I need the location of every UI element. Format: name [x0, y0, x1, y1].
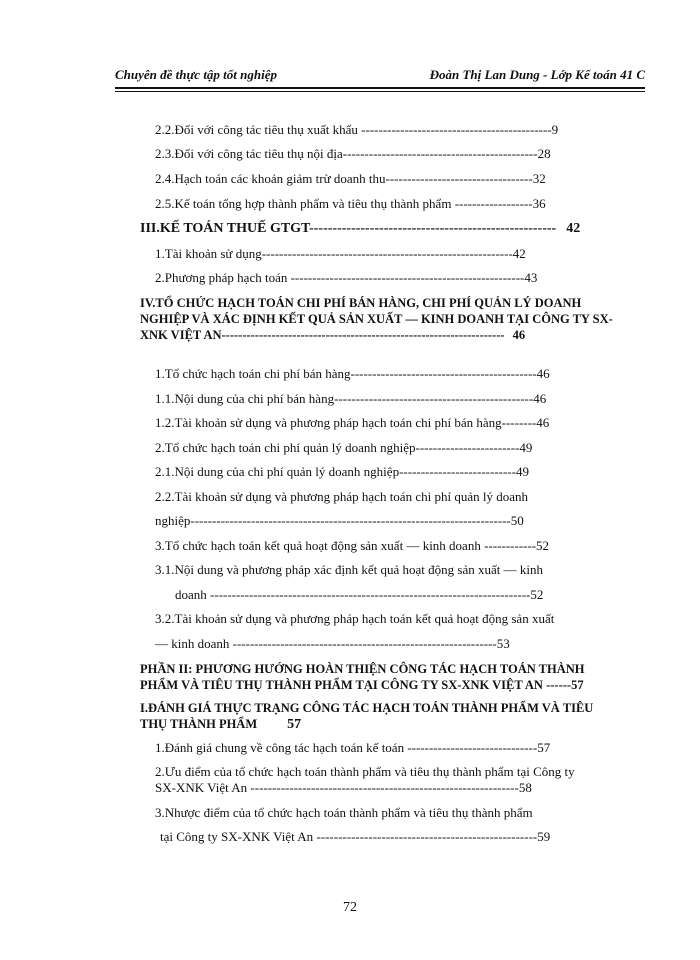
toc-entry: nghiệp--------------------------------------------------------------------------50: [155, 513, 524, 528]
toc-section-heading: III.KẾ TOÁN THUẾ GTGT----------------------------------------------------- 42: [140, 221, 581, 236]
toc-entry: 3.Tổ chức hạch toán kết quả hoạt động sản xuất — kinh doanh ------------52: [155, 538, 550, 553]
toc-part-heading: PHẦN II: PHƯƠNG HƯỚNG HOÀN THIỆN CÔNG TÁC HẠCH TOÁN THÀNH: [140, 662, 585, 676]
page-number: 72: [343, 900, 357, 915]
toc-entry: 1.1.Nội dung của chi phí bán hàng----------------------------------------------46: [155, 391, 547, 406]
toc-entry: 3.2.Tài khoản sử dụng và phương pháp hạch toán kết quả hoạt động sản xuất: [155, 611, 555, 626]
toc-entry: — kinh doanh -------------------------------------------------------------53: [155, 636, 510, 651]
toc-entry: 1.Tài khoản sử dụng----------------------------------------------------------42: [155, 246, 526, 261]
toc-entry: 1.2.Tài khoản sử dụng và phương pháp hạch toán chi phí bán hàng--------46: [155, 415, 550, 430]
toc-section-heading: IV.TỔ CHỨC HẠCH TOÁN CHI PHÍ BÁN HÀNG, CHI PHÍ QUẢN LÝ DOANH: [140, 296, 582, 310]
toc-entry: 3.1.Nội dung và phương pháp xác định kết quả hoạt động sản xuất — kinh: [155, 562, 543, 577]
toc-entry: 2.Tổ chức hạch toán chi phí quản lý doanh nghiệp------------------------49: [155, 440, 533, 455]
header-left-title: Chuyên đề thực tập tốt nghiệp: [115, 67, 277, 82]
toc-entry: 2.Ưu điểm của tổ chức hạch toán thành phẩm và tiêu thụ thành phẩm tại Công ty: [155, 764, 575, 779]
toc-entry: 2.2.Tài khoản sử dụng và phương pháp hạch toán chi phí quản lý doanh: [155, 489, 528, 504]
toc-entry: 2.3.Đối với công tác tiêu thụ nội địa---------------------------------------------28: [155, 146, 551, 161]
toc-entry: 2.Phương pháp hạch toán ------------------------------------------------------43: [155, 270, 538, 285]
toc-entry: 2.2.Đối với công tác tiêu thụ xuất khẩu --------------------------------------------9: [155, 122, 559, 137]
toc-entry: 2.5.Kế toán tổng hợp thành phẩm và tiêu thụ thành phẩm ------------------36: [155, 196, 546, 211]
header-right-author: Đoàn Thị Lan Dung - Lớp Kế toán 41 C: [429, 67, 645, 82]
toc-entry: 1.Đánh giá chung về công tác hạch toán kế toán ------------------------------57: [155, 740, 551, 755]
toc-entry: tại Công ty SX-XNK Việt An ---------------------------------------------------59: [160, 829, 551, 844]
toc-entry: SX-XNK Việt An --------------------------------------------------------------58: [155, 780, 532, 795]
toc-entry: 1.Tổ chức hạch toán chi phí bán hàng-------------------------------------------46: [155, 366, 550, 381]
toc-section-heading: I.ĐÁNH GIÁ THỰC TRẠNG CÔNG TÁC HẠCH TOÁN THÀNH PHẨM VÀ TIÊU: [140, 701, 594, 715]
toc-entry: doanh --------------------------------------------------------------------------52: [175, 587, 544, 602]
toc-entry: 3.Nhược điểm của tổ chức hạch toán thành phẩm và tiêu thụ thành phẩm: [155, 805, 533, 820]
toc-entry: 2.1.Nội dung của chi phí quản lý doanh nghiệp---------------------------49: [155, 464, 529, 479]
toc-section-heading: XNK VIỆT AN-------------------------------------------------------------------- 46: [140, 328, 526, 342]
toc-part-heading: PHẨM VÀ TIÊU THỤ THÀNH PHẨM TẠI CÔNG TY SX-XNK VIỆT AN ------57: [140, 678, 584, 692]
toc-section-heading: THỤ THÀNH PHẨM 57: [140, 717, 302, 732]
toc-section-heading: NGHIỆP VÀ XÁC ĐỊNH KẾT QUẢ SẢN XUẤT — KINH DOANH TẠI CÔNG TY SX-: [140, 312, 613, 326]
toc-entry: 2.4.Hạch toán các khoản giảm trừ doanh thu----------------------------------32: [155, 171, 546, 186]
